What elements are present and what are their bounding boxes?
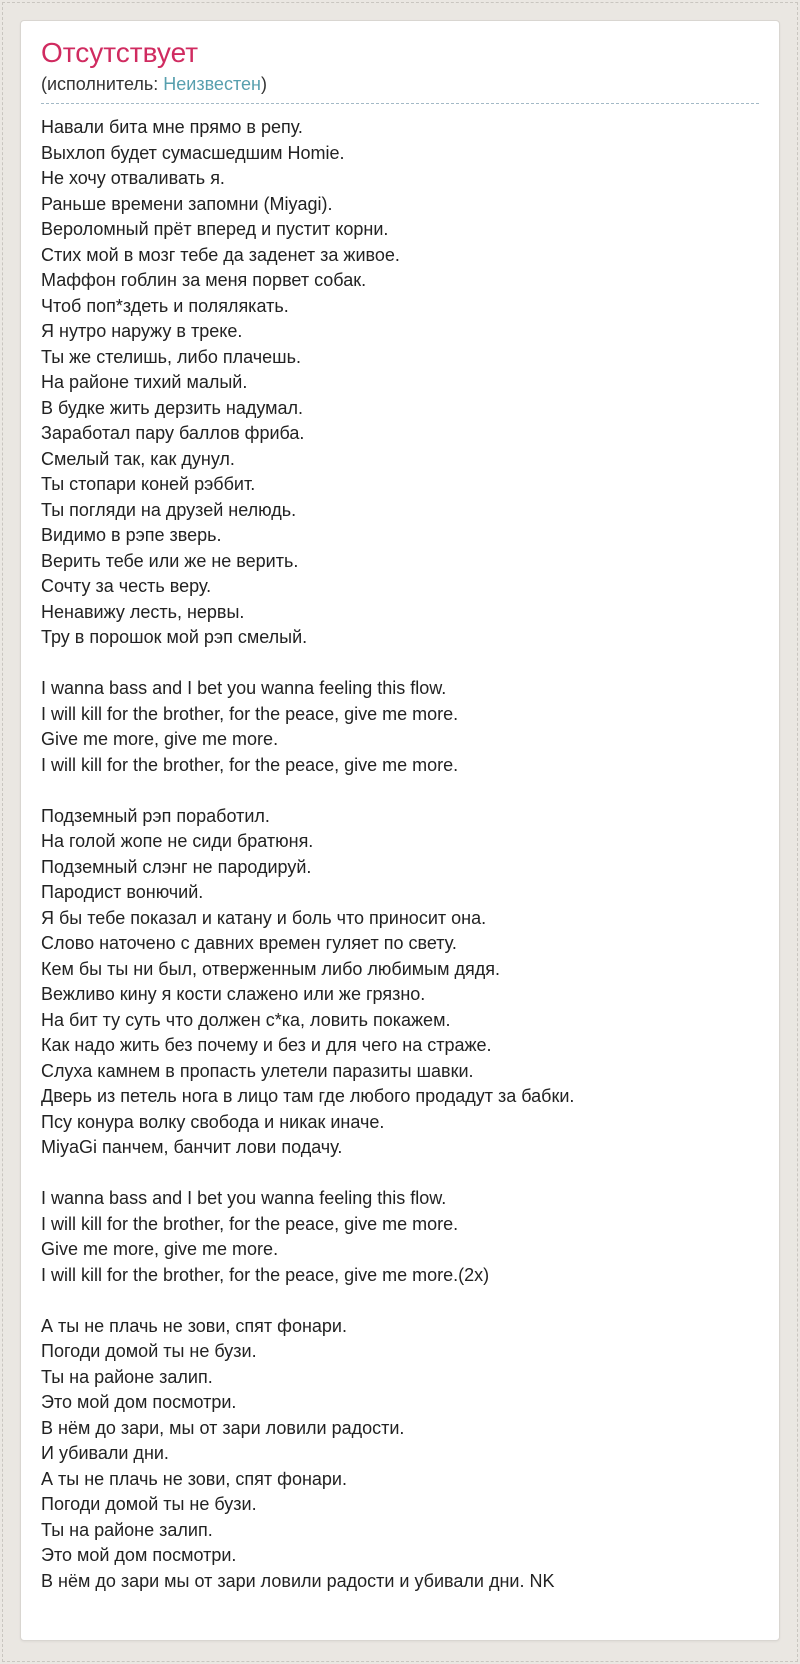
lyric-line: Стих мой в мозг тебе да заденет за живое. bbox=[41, 244, 400, 265]
lyric-line: Я бы тебе показал и катану и боль что приносит она. bbox=[41, 907, 487, 928]
lyric-line: Это мой дом посмотри. bbox=[41, 1545, 237, 1565]
lyric-line: Вероломный прёт вперед и пустит корни. bbox=[41, 219, 389, 239]
lyric-line: Я нутро наружу в треке. bbox=[41, 321, 243, 341]
lyric-line: И убивали дни. bbox=[41, 1443, 169, 1463]
lyric-line: Пародист вонючий. bbox=[41, 882, 204, 902]
song-title: Отсутствует bbox=[41, 37, 199, 68]
lyric-line: I will kill for the brother, for the peace, give me more.(2x) bbox=[41, 1264, 490, 1285]
lyric-line: I will kill for the brother, for the peace, give me more. bbox=[41, 1213, 459, 1234]
lyric-line: Слово наточено с давних времен гуляет по свету. bbox=[41, 933, 457, 953]
lyrics bbox=[41, 115, 759, 1594]
lyric-line: На районе тихий малый. bbox=[41, 372, 248, 392]
lyric-line: В будке жить дерзить надумал. bbox=[41, 397, 304, 418]
lyric-line: Не хочу отваливать я. bbox=[41, 168, 225, 188]
lyric-line: Выхлоп будет сумасшедшим Homie. bbox=[41, 142, 345, 163]
stanza bbox=[41, 1186, 759, 1288]
lyric-line: Ты же стелишь, либо плачешь. bbox=[41, 346, 301, 367]
artist-line bbox=[41, 72, 759, 104]
lyrics-card bbox=[20, 20, 780, 1641]
stanza bbox=[41, 676, 759, 778]
lyric-line: Вежливо кину я кости слажено или же грязно. bbox=[41, 984, 426, 1004]
lyric-line: Псу конура волку свобода и никак иначе. bbox=[41, 1111, 385, 1132]
stanza bbox=[41, 1314, 759, 1595]
lyric-line: Это мой дом посмотри. bbox=[41, 1392, 237, 1412]
lyric-line: Дверь из петель нога в лицо там где любого продадут за бабки. bbox=[41, 1086, 575, 1106]
lyric-line: Сочту за честь веру. bbox=[41, 576, 212, 596]
lyric-line: Ты погляди на друзей нелюдь. bbox=[41, 499, 297, 520]
lyric-line: Погоди домой ты не бузи. bbox=[41, 1341, 257, 1361]
lyric-line: Ты стопари коней рэббит. bbox=[41, 474, 256, 494]
lyric-line: Верить тебе или же не верить. bbox=[41, 550, 299, 571]
lyric-line: Ненавижу лесть, нервы. bbox=[41, 601, 245, 622]
lyric-line: Give me more, give me more. bbox=[41, 1239, 279, 1259]
lyric-line: В нём до зари, мы от зари ловили радости. bbox=[41, 1417, 405, 1438]
lyric-line: Как надо жить без почему и без и для чего на страже. bbox=[41, 1035, 492, 1055]
lyric-line: На бит ту суть что должен с*ка, ловить покажем. bbox=[41, 1009, 451, 1030]
lyric-line: I wanna bass and I bet you wanna feeling this flow. bbox=[41, 678, 447, 698]
lyric-line: Погоди домой ты не бузи. bbox=[41, 1494, 257, 1514]
lyric-line: Слуха камнем в пропасть улетели паразиты шавки. bbox=[41, 1060, 474, 1081]
lyric-line: Ты на районе залип. bbox=[41, 1519, 213, 1540]
lyric-line: Give me more, give me more. bbox=[41, 729, 279, 749]
lyric-line: В нём до зари мы от зари ловили радости и убивали дни. NK bbox=[41, 1570, 555, 1591]
stanza bbox=[41, 115, 759, 651]
lyric-line: I wanna bass and I bet you wanna feeling this flow. bbox=[41, 1188, 447, 1208]
lyric-line: Тру в порошок мой рэп смелый. bbox=[41, 627, 308, 647]
lyric-line: I will kill for the brother, for the peace, give me more. bbox=[41, 703, 459, 724]
lyric-line: Чтоб поп*здеть и полялякать. bbox=[41, 295, 289, 316]
lyric-line: А ты не плачь не зови, спят фонари. bbox=[41, 1315, 347, 1336]
lyric-line: Видимо в рэпе зверь. bbox=[41, 525, 222, 545]
lyric-line: Маффон гоблин за меня порвет собак. bbox=[41, 270, 367, 290]
lyric-line: Кем бы ты ни был, отверженным либо любимым дядя. bbox=[41, 958, 500, 979]
lyric-line: Навали бита мне прямо в репу. bbox=[41, 117, 303, 137]
lyric-line: Заработал пару баллов фриба. bbox=[41, 423, 305, 443]
lyric-line: На голой жопе не сиди братюня. bbox=[41, 831, 314, 851]
lyric-line: Раньше времени запомни (Miyagi). bbox=[41, 193, 333, 214]
lyric-line: Ты на районе залип. bbox=[41, 1366, 213, 1387]
lyric-line: MiyaGi панчем, банчит лови подачу. bbox=[41, 1137, 343, 1157]
artist-prefix: (исполнитель: bbox=[41, 74, 164, 94]
artist-suffix: ) bbox=[260, 74, 267, 94]
lyric-line: Подземный рэп поработил. bbox=[41, 805, 270, 826]
lyric-line: I will kill for the brother, for the peace, give me more. bbox=[41, 754, 459, 775]
lyric-line: А ты не плачь не зови, спят фонари. bbox=[41, 1468, 347, 1489]
stanza bbox=[41, 804, 759, 1161]
lyric-line: Подземный слэнг не пародируй. bbox=[41, 856, 312, 877]
artist-link[interactable]: Неизвестен bbox=[163, 74, 261, 94]
lyric-line: Смелый так, как дунул. bbox=[41, 448, 235, 469]
